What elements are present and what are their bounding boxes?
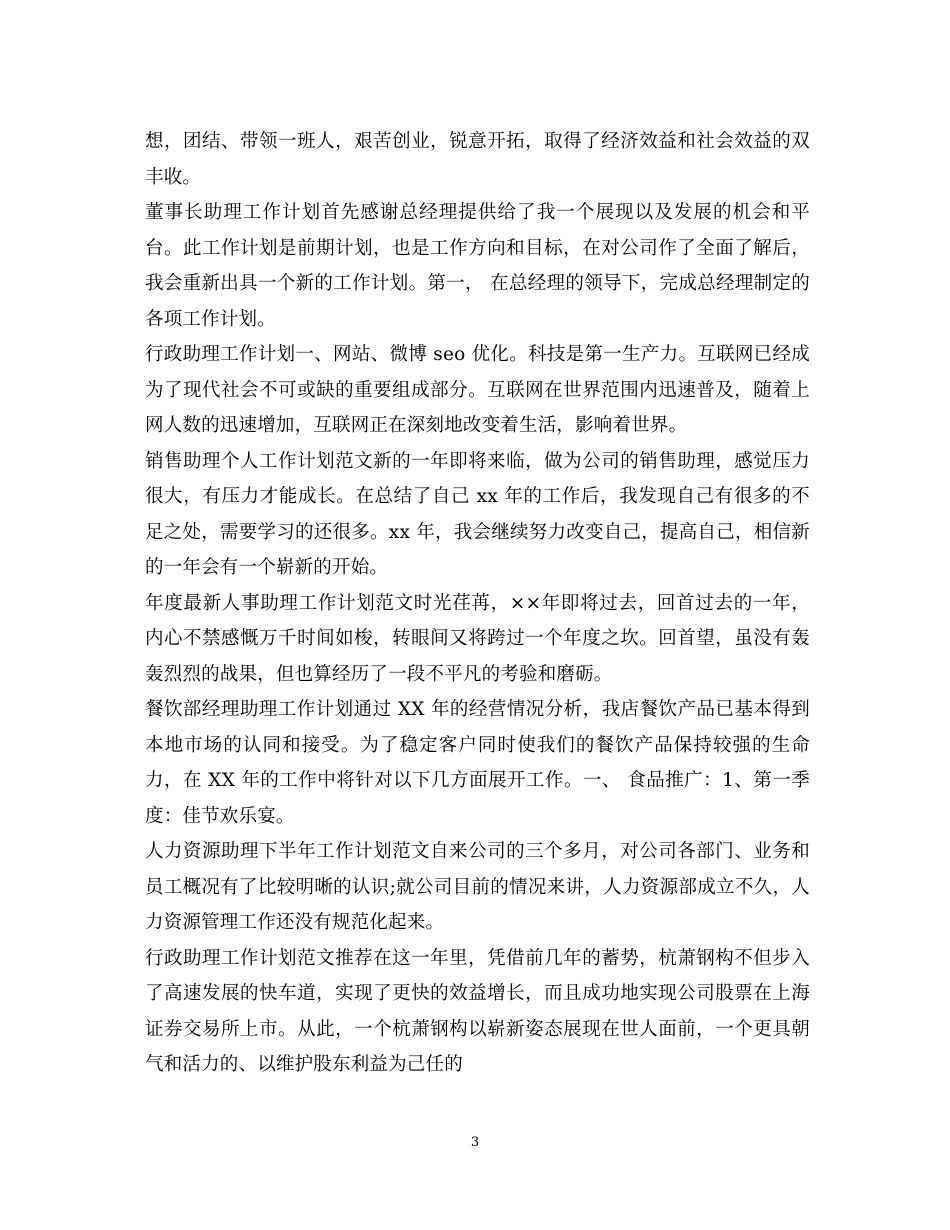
paragraph-4: 销售助理个人工作计划范文新的一年即将来临，做为公司的销售助理，感觉压力很大，有压力才能成长。在总结了自己 xx 年的工作后，我发现自己有很多的不足之处，需要学习的还很多。xx 年，我会继续努力改变自己，提高自己，相信新的一年会有一个崭新的开始。 — [145, 450, 810, 578]
paragraph-7: 人力资源助理下半年工作计划范文自来公司的三个多月，对公司各部门、业务和员工概况有了比较明晰的认识;就公司目前的情况来讲，人力资源部成立不久，人力资源管理工作还没有规范化起来。 — [145, 841, 810, 933]
paragraph-2: 董事长助理工作计划首先感谢总经理提供给了我一个展现以及发展的机会和平台。此工作计划是前期计划，也是工作方向和目标，在对公司作了全面了解后，我会重新出具一个新的工作计划。第一， 在总经理的领导下，完成总经理制定的各项工作计划。 — [145, 202, 810, 330]
paragraph-1: 想，团结、带领一班人，艰苦创业，锐意开拓，取得了经济效益和社会效益的双丰收。 — [145, 131, 810, 188]
page-number: 3 — [470, 1135, 480, 1150]
paragraph-5: 年度最新人事助理工作计划范文时光荏苒，××年即将过去，回首过去的一年，内心不禁感慨万千时间如梭，转眼间又将跨过一个年度之坎。回首望，虽没有轰轰烈烈的战果，但也算经历了一段不平凡的考验和磨砺。 — [145, 592, 810, 685]
paragraph-6: 餐饮部经理助理工作计划通过 XX 年的经营情况分析，我店餐饮产品已基本得到本地市场的认同和接受。为了稳定客户同时使我们的餐饮产品保持较强的生命力，在 XX 年的工作中将针对以下几方面展开工作。一、 食品推广：1、第一季度：佳节欢乐宴。 — [145, 699, 810, 827]
paragraph-8: 行政助理工作计划范文推荐在这一年里，凭借前几年的蓄势，杭萧钢构不但步入了高速发展的快车道，实现了更快的效益增长，而且成功地实现公司股票在上海证券交易所上市。从此，一个杭萧钢构以崭新姿态展现在世人面前，一个更具朝气和活力的、以维护股东利益为己任的 — [145, 947, 810, 1075]
paragraph-3: 行政助理工作计划一、网站、微博 seo 优化。科技是第一生产力。互联网已经成为了现代社会不可或缺的重要组成部分。互联网在世界范围内迅速普及，随着上网人数的迅速增加，互联网正在深刻地改变着生活，影响着世界。 — [145, 344, 810, 436]
body-text — [145, 124, 810, 1083]
